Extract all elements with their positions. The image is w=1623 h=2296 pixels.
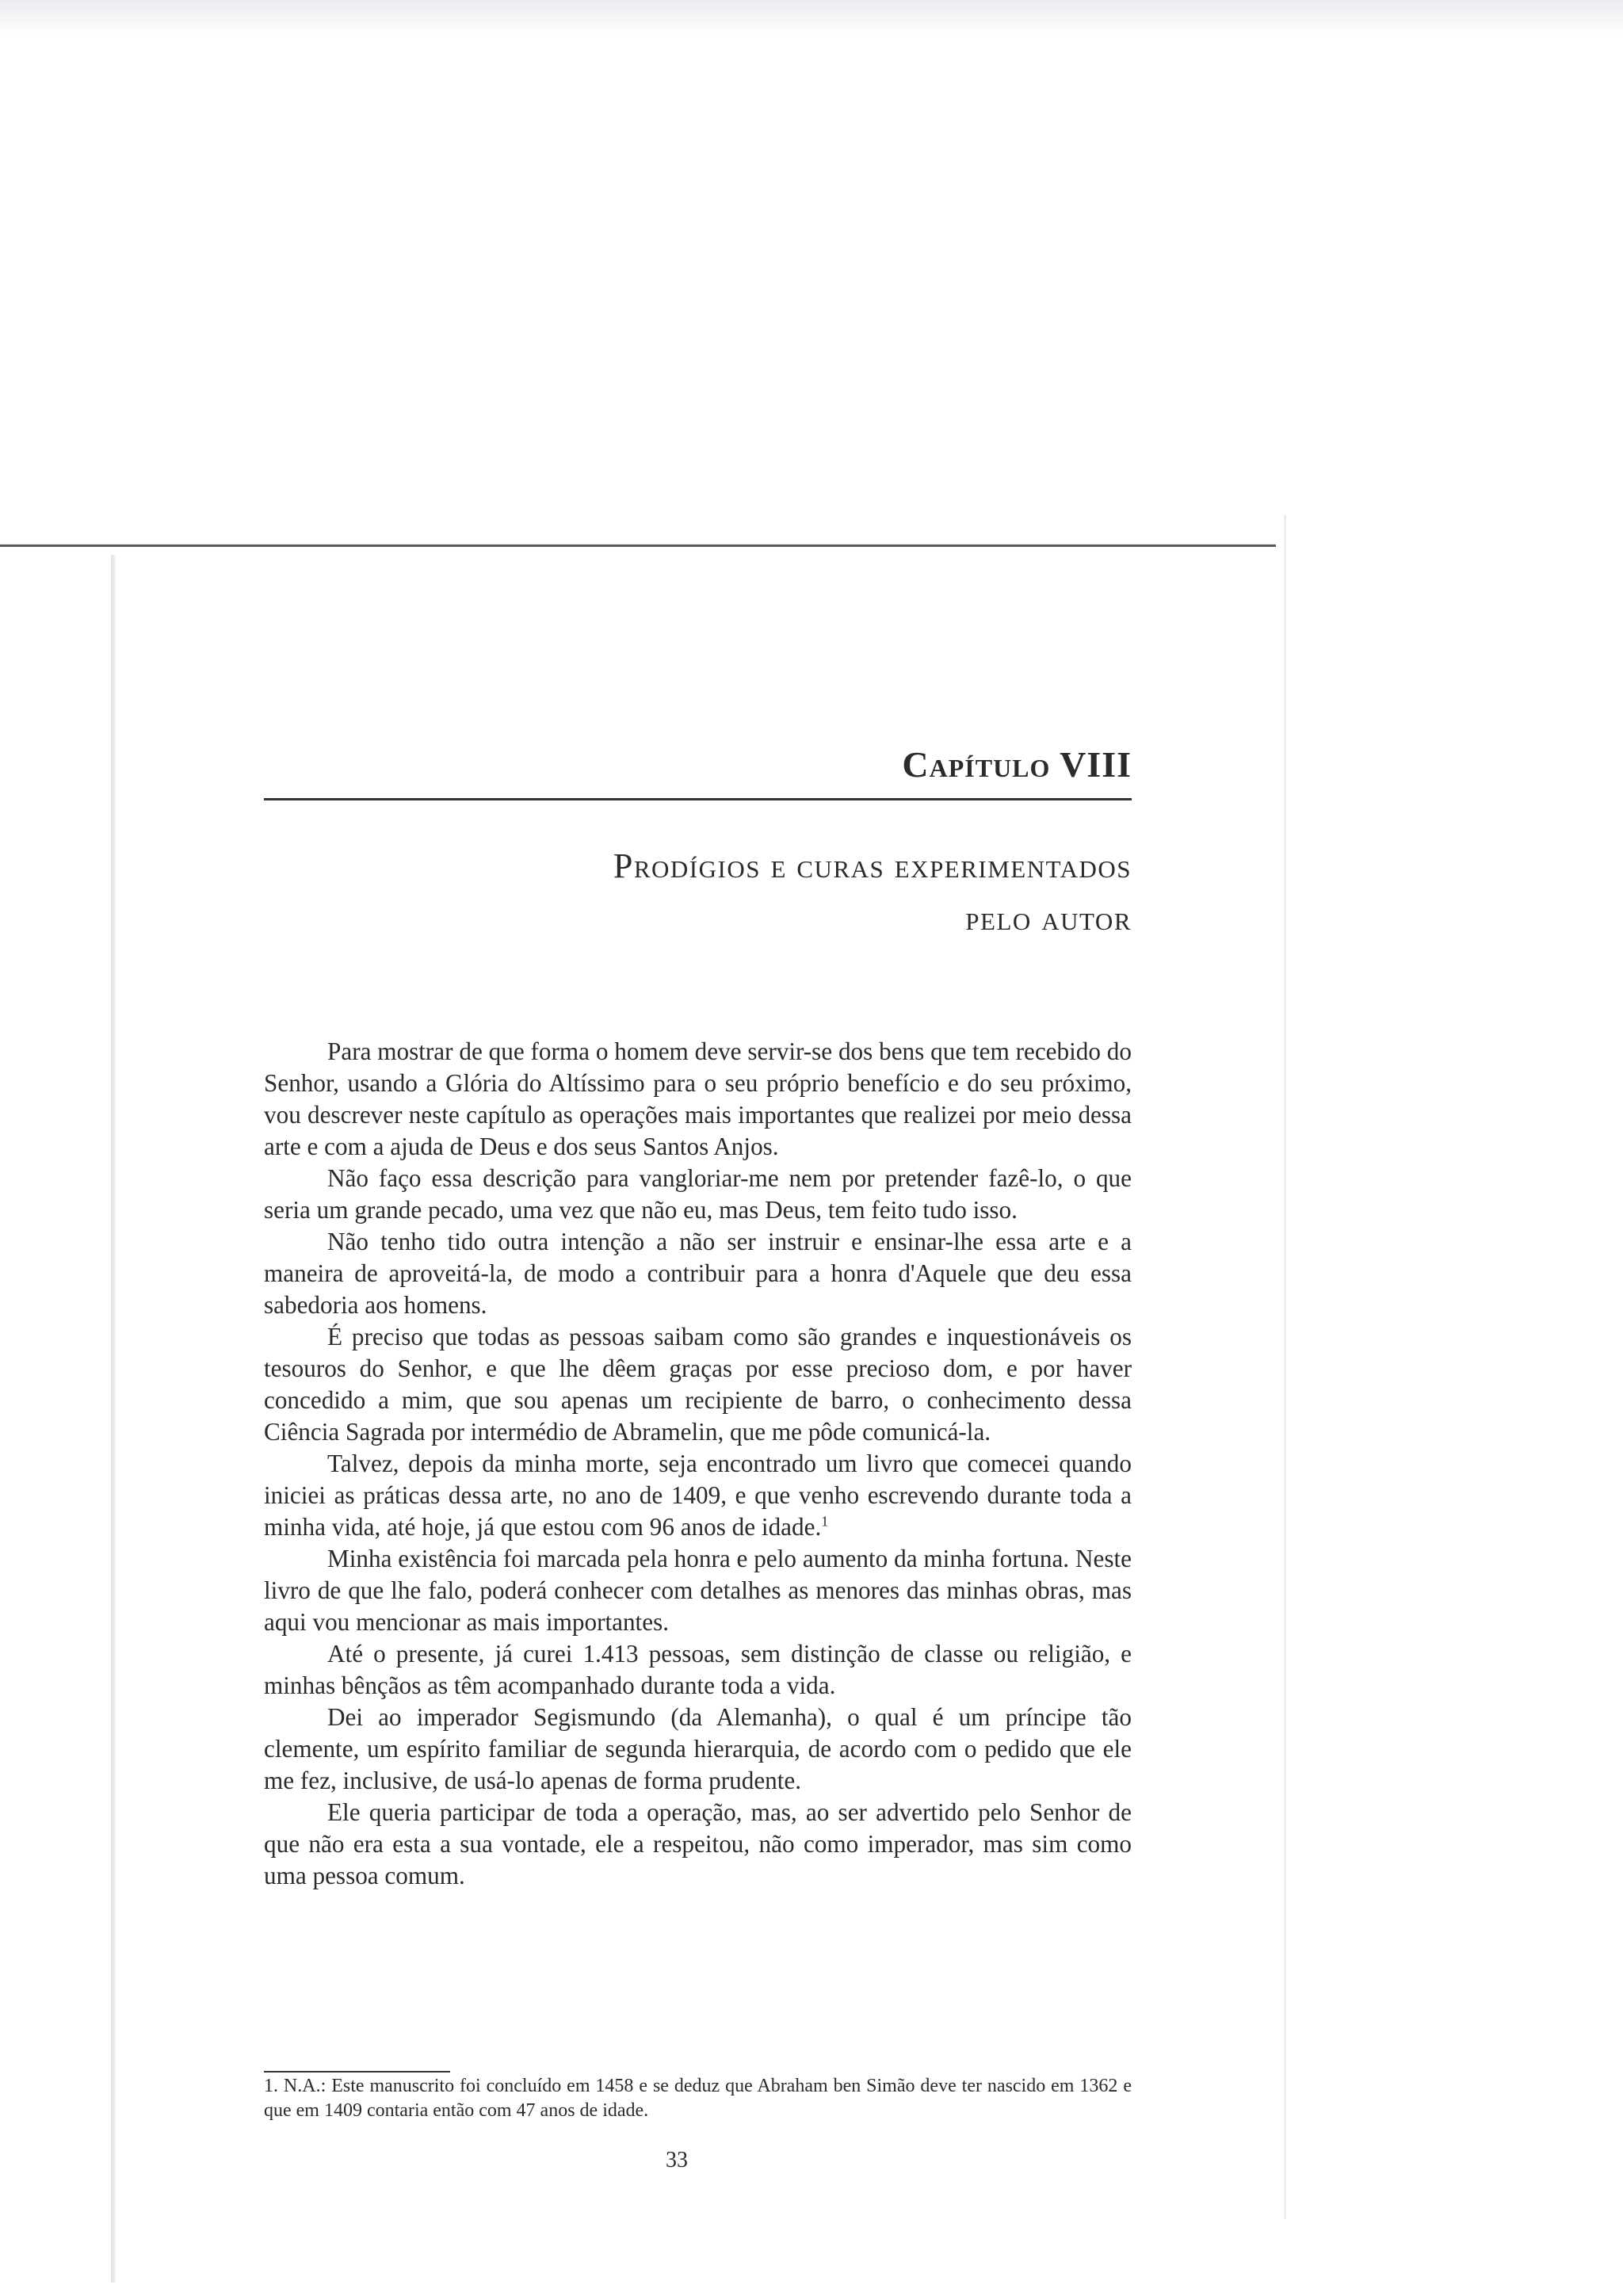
scan-left-edge xyxy=(111,555,116,2283)
footnote-rule xyxy=(264,2071,450,2073)
paragraph-with-footnote xyxy=(264,1448,1132,1543)
footnote-area xyxy=(264,2071,1132,2123)
chapter-title-line-2: pelo autor xyxy=(965,898,1132,938)
footnote-reference[interactable]: 1 xyxy=(821,1513,829,1530)
chapter-label: Capítulo VIII xyxy=(902,744,1132,785)
chapter-title-line-1: Prodígios e curas experimentados xyxy=(613,846,1132,885)
paragraph-text: Talvez, depois da minha morte, seja encontrado um livro que comecei quando iniciei as práticas dessa arte, no ano de 1409, e que venho escrevendo durante toda a minha vida, até hoje, já que estou com 96 anos de idade. xyxy=(264,1449,1132,1541)
paragraph: Ele queria participar de toda a operação, mas, ao ser advertido pelo Senhor de que não era esta a sua vontade, ele a respeitou, não como imperador, mas sim como uma pessoa comum. xyxy=(264,1797,1132,1889)
body-text xyxy=(264,1036,1132,1892)
chapter-rule xyxy=(264,798,1132,800)
scan-right-edge xyxy=(1284,515,1286,2219)
page-number-wrap xyxy=(0,2148,1623,2173)
scan-top-band xyxy=(0,0,1623,36)
book-page xyxy=(264,745,1132,1892)
paragraph: Não faço essa descrição para vangloriar-me nem por pretender fazê-lo, o que seria um grande pecado, uma vez que não eu, mas Deus, tem feito tudo isso. xyxy=(264,1163,1132,1224)
paragraph: Dei ao imperador Segismundo (da Alemanha), o qual é um príncipe tão clemente, um espírito familiar de segunda hierarquia, de acordo com o pedido que ele me fez, inclusive, de usá-lo apenas de forma prudente. xyxy=(264,1702,1132,1794)
chapter-title xyxy=(264,840,1132,945)
paragraph: Para mostrar de que forma o homem deve servir-se dos bens que tem recebido do Senhor, usando a Glória do Altíssimo para o seu próprio benefício e do seu próximo, vou descrever neste capítulo as operações mais importantes que realizei por meio dessa arte e com a ajuda de Deus e dos seus Santos Anjos. xyxy=(264,1037,1132,1160)
paragraph: Minha existência foi marcada pela honra e pelo aumento da minha fortuna. Neste livro de que lhe falo, poderá conhecer com detalhes as menores das minhas obras, mas aqui vou mencionar as mais importantes. xyxy=(264,1544,1132,1636)
footnote: 1. N.A.: Este manuscrito foi concluído em 1458 e se deduz que Abraham ben Simão deve ter nascido em 1362 e que em 1409 contaria então com 47 anos de idade. xyxy=(264,2076,1132,2121)
paragraph: Não tenho tido outra intenção a não ser instruir e ensinar-lhe essa arte e a maneira de aproveitá-la, de modo a contribuir para a honra d'Aquele que deu essa sabedoria aos homens. xyxy=(264,1227,1132,1319)
paragraph: Até o presente, já curei 1.413 pessoas, sem distinção de classe ou religião, e minhas bênçãos as têm acompanhado durante toda a vida. xyxy=(264,1639,1132,1699)
scan-fold-line xyxy=(0,544,1276,547)
paragraph: É preciso que todas as pessoas saibam como são grandes e inquestionáveis os tesouros do Senhor, e que lhe dêem graças por esse precioso dom, e por haver concedido a mim, que sou apenas um recipiente de barro, o conhecimento dessa Ciência Sagrada por intermédio de Abramelin, que me pôde comunicá-la. xyxy=(264,1322,1132,1446)
page-number: 33 xyxy=(666,2148,688,2172)
